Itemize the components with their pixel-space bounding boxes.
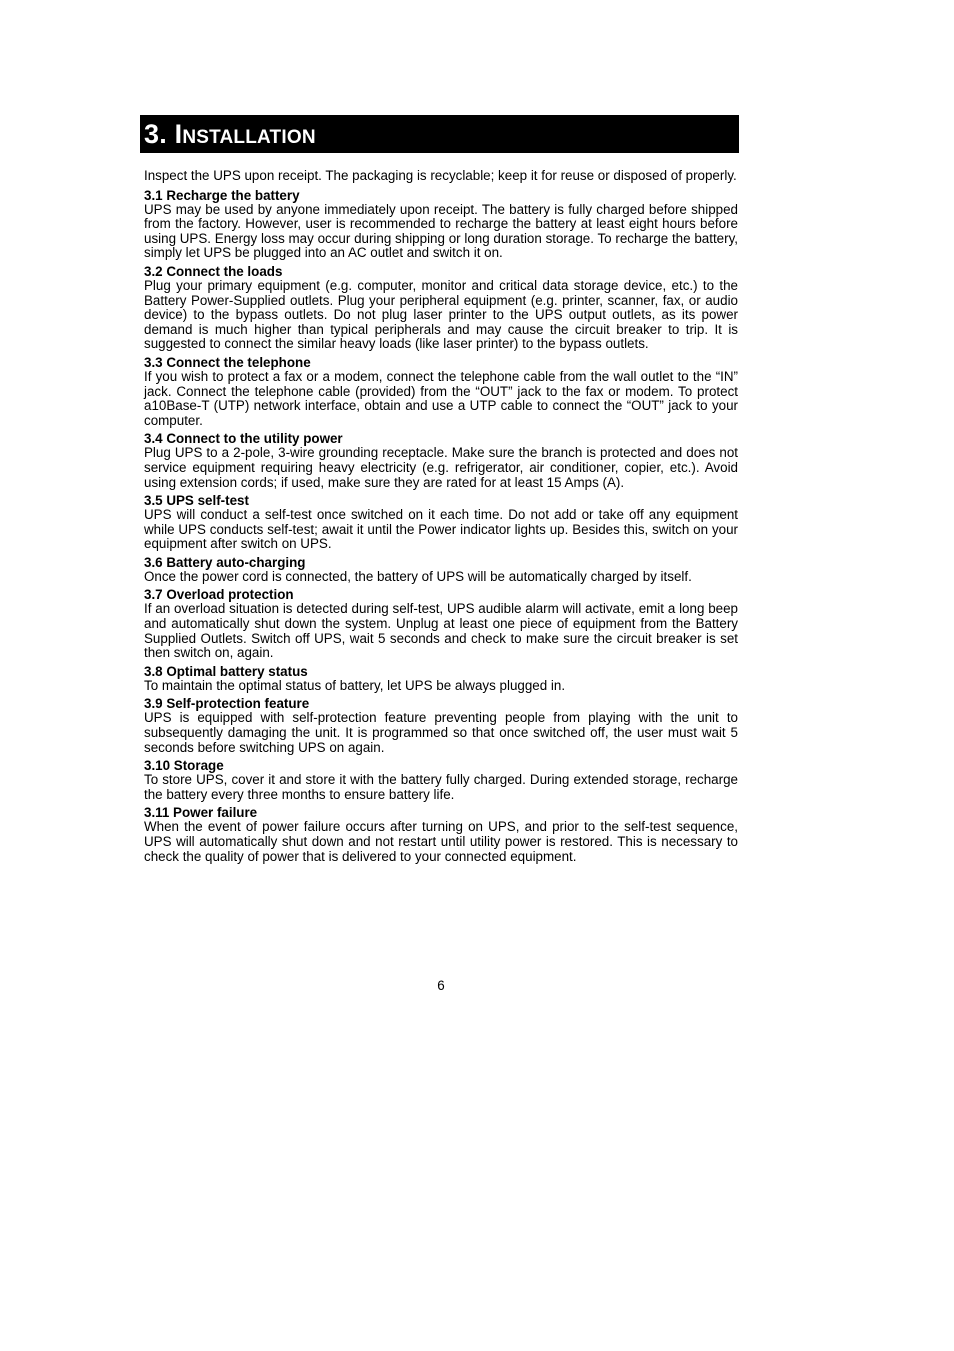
section-connect-loads <box>144 264 738 352</box>
section-body: UPS may be used by anyone immediately upon receipt. The battery is fully charged before shipped from the factory. However, user is recommended to recharge the battery at least eight hours before using UPS. Energy loss may occur during shipping or long duration storage. To recharge the battery, simply let UPS be plugged into an AC outlet and switch it on. <box>144 201 738 261</box>
section-body: UPS is equipped with self-protection feature preventing people from playing with the unit to subsequently damaging the unit. It is programmed so that once switched off, the user must wait 5 seconds before switching UPS on again. <box>144 710 738 755</box>
section-connect-utility-power <box>144 431 738 490</box>
section-heading: 3.1 Recharge the battery <box>144 187 300 203</box>
section-storage <box>144 758 738 802</box>
section-body: Plug your primary equipment (e.g. computer, monitor and critical data storage device, etc.) to the Battery Power-Supplied outlets. Plug your peripheral equipment (e.g. printer, scanner, fax, or audio device) to the bypass outlets. Do not plug laser printer to the UPS output outlets, as its power demand is much higher than typical peripherals and may cause the circuit breaker to trip. It is suggested to connect the similar heavy loads (like laser printer) to the bypass outlets. <box>144 277 738 352</box>
section-connect-telephone <box>144 355 738 428</box>
intro-paragraph: Inspect the UPS upon receipt. The packaging is recyclable; keep it for reuse or disposed of properly. <box>144 168 737 183</box>
section-body: Once the power cord is connected, the battery of UPS will be automatically charged by itself. <box>144 568 692 584</box>
section-optimal-battery <box>144 664 738 694</box>
section-body: When the event of power failure occurs after turning on UPS, and prior to the self-test sequence, UPS will automatically shut down and not restart until utility power is restored. This is necessary to check the quality of power that is delivered to your connected equipment. <box>144 819 738 864</box>
section-heading: 3.10 Storage <box>144 758 224 774</box>
section-overload-protection <box>144 587 738 660</box>
section-heading: 3.5 UPS self-test <box>144 493 249 509</box>
page-content <box>144 169 738 867</box>
section-heading: 3.4 Connect to the utility power <box>144 431 343 447</box>
chapter-title: 3. Installation <box>144 119 316 149</box>
section-power-failure <box>144 805 738 864</box>
section-heading: 3.11 Power failure <box>144 805 258 821</box>
section-heading: 3.9 Self-protection feature <box>144 696 310 712</box>
chapter-banner <box>140 115 739 153</box>
section-heading: 3.2 Connect the loads <box>144 263 283 279</box>
section-heading: 3.3 Connect the telephone <box>144 354 311 370</box>
section-self-protection <box>144 696 738 755</box>
section-heading: 3.8 Optimal battery status <box>144 663 308 679</box>
section-body: Plug UPS to a 2-pole, 3-wire grounding receptacle. Make sure the branch is protected and does not service equipment requiring heavy electricity (e.g. refrigerator, air conditioner, copier, etc.). Avoid using extension cords; if used, make sure they are rated for at least 15 Amps (A). <box>144 445 738 490</box>
section-heading: 3.6 Battery auto-charging <box>144 554 306 570</box>
section-self-test <box>144 493 738 552</box>
page-number: 6 <box>437 978 445 993</box>
section-body: If you wish to protect a fax or a modem, connect the telephone cable from the wall outlet to the “IN” jack. Connect the telephone cable (provided) from the “OUT” jack to the fax or modem. To protect a10Base-T (UTP) network interface, obtain and use a UTP cable to connect the “OUT” jack to your computer. <box>144 368 738 428</box>
section-auto-charging <box>144 555 738 585</box>
section-body: To maintain the optimal status of battery, let UPS be always plugged in. <box>144 677 566 693</box>
section-recharge-battery <box>144 188 738 261</box>
section-body: UPS will conduct a self-test once switched on it each time. Do not add or take off any equipment while UPS conducts self-test; await it until the Power indicator lights up. Besides this, switch on your equipment after switch on UPS. <box>144 507 738 552</box>
section-heading: 3.7 Overload protection <box>144 587 294 603</box>
section-body: If an overload situation is detected during self-test, UPS audible alarm will activate, emit a long beep and automatically shut down the system. Unplug at least one piece of equipment from the Battery Supplied Outlets. Switch off UPS, wait 5 seconds and check to make sure the circuit breaker is set then switch on, again. <box>144 601 738 661</box>
section-body: To store UPS, cover it and store it with the battery fully charged. During extended storage, recharge the battery every three months to ensure battery life. <box>144 772 738 802</box>
